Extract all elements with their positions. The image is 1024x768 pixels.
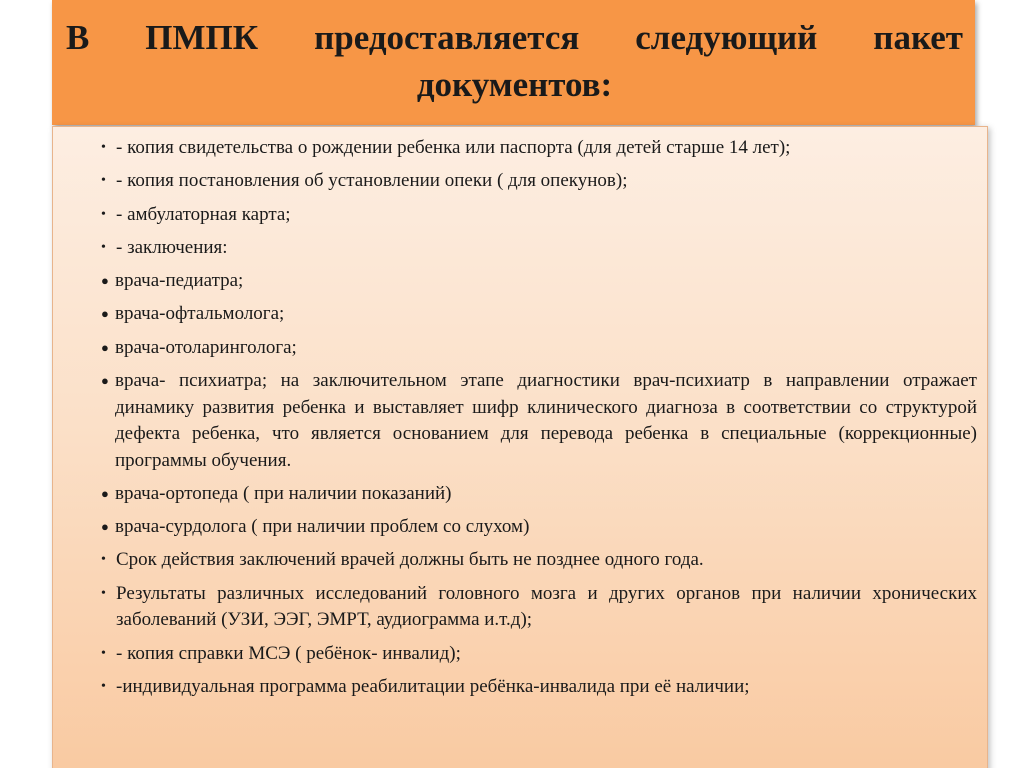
list-item-text: врача-сурдолога ( при наличии проблем со слухом) — [115, 516, 530, 538]
list-item-text: врача-офтальмолога; — [115, 303, 285, 325]
list-item — [101, 368, 977, 474]
list-item — [101, 581, 977, 634]
round-bullet-icon: ● — [101, 306, 109, 322]
bullet-icon: • — [101, 678, 106, 694]
list-item-text: - копия свидетельства о рождении ребенка или паспорта (для детей старше 14 лет); — [116, 137, 791, 158]
bullet-icon: • — [101, 645, 106, 661]
list-item-text: -индивидуальная программа реабилитации ребёнка-инвалида при её наличии; — [116, 675, 750, 697]
round-bullet-icon: ● — [101, 339, 109, 355]
list-item-text: - копия постановления об установлении опеки ( для опекунов); — [116, 170, 628, 192]
title-panel — [52, 0, 975, 125]
bullet-icon: • — [101, 585, 106, 601]
list-item — [101, 301, 977, 328]
list-item-text: Результаты различных исследований головного мозга и других органов при наличии хронических заболеваний (УЗИ, ЭЭГ, ЭМРТ, аудиограмма и.т.д); — [116, 582, 977, 631]
bullet-icon: • — [101, 552, 106, 568]
list-item — [101, 335, 977, 362]
bullet-icon: • — [101, 206, 106, 222]
bullet-icon: • — [101, 140, 106, 155]
list-item-text: Срок действия заключений врачей должны быть не позднее одного года. — [116, 549, 704, 571]
list-item-text: врача-педиатра; — [115, 270, 244, 292]
list-item — [101, 202, 977, 229]
slide-title: В ПМПК предоставляется следующий пакет документов: — [66, 18, 963, 104]
list-item-text: врача-отоларинголога; — [115, 336, 297, 358]
bullet-icon: • — [101, 239, 106, 255]
list-item — [101, 481, 977, 508]
round-bullet-icon: ● — [101, 373, 109, 389]
list-item — [101, 547, 977, 574]
bullet-icon: • — [101, 173, 106, 189]
list-item — [101, 268, 977, 295]
list-item — [101, 674, 977, 701]
list-item — [101, 168, 977, 195]
list-item — [101, 514, 977, 541]
document-list — [53, 127, 987, 700]
round-bullet-icon: ● — [101, 485, 109, 501]
list-item-text: врача- психиатра; на заключительном этапе диагностики врач-психиатр в направлении отражает динамику развития ребенка и выставляет шифр клинического диагноза в соответствии со структурой дефекта ребенка, что является основанием для перевода ребенка в специальные (коррекционные) программы обучения. — [115, 370, 977, 471]
list-item — [101, 641, 977, 668]
list-item-text: - заключения: — [116, 236, 228, 258]
list-item — [101, 235, 977, 262]
list-item-text: - амбулаторная карта; — [116, 203, 291, 225]
round-bullet-icon: ● — [101, 519, 109, 535]
list-item — [101, 135, 977, 162]
list-item-text: - копия справки МСЭ ( ребёнок- инвалид); — [116, 642, 461, 664]
round-bullet-icon: ● — [101, 273, 109, 289]
list-item-text: врача-ортопеда ( при наличии показаний) — [115, 482, 452, 504]
document-list-panel — [52, 126, 988, 768]
